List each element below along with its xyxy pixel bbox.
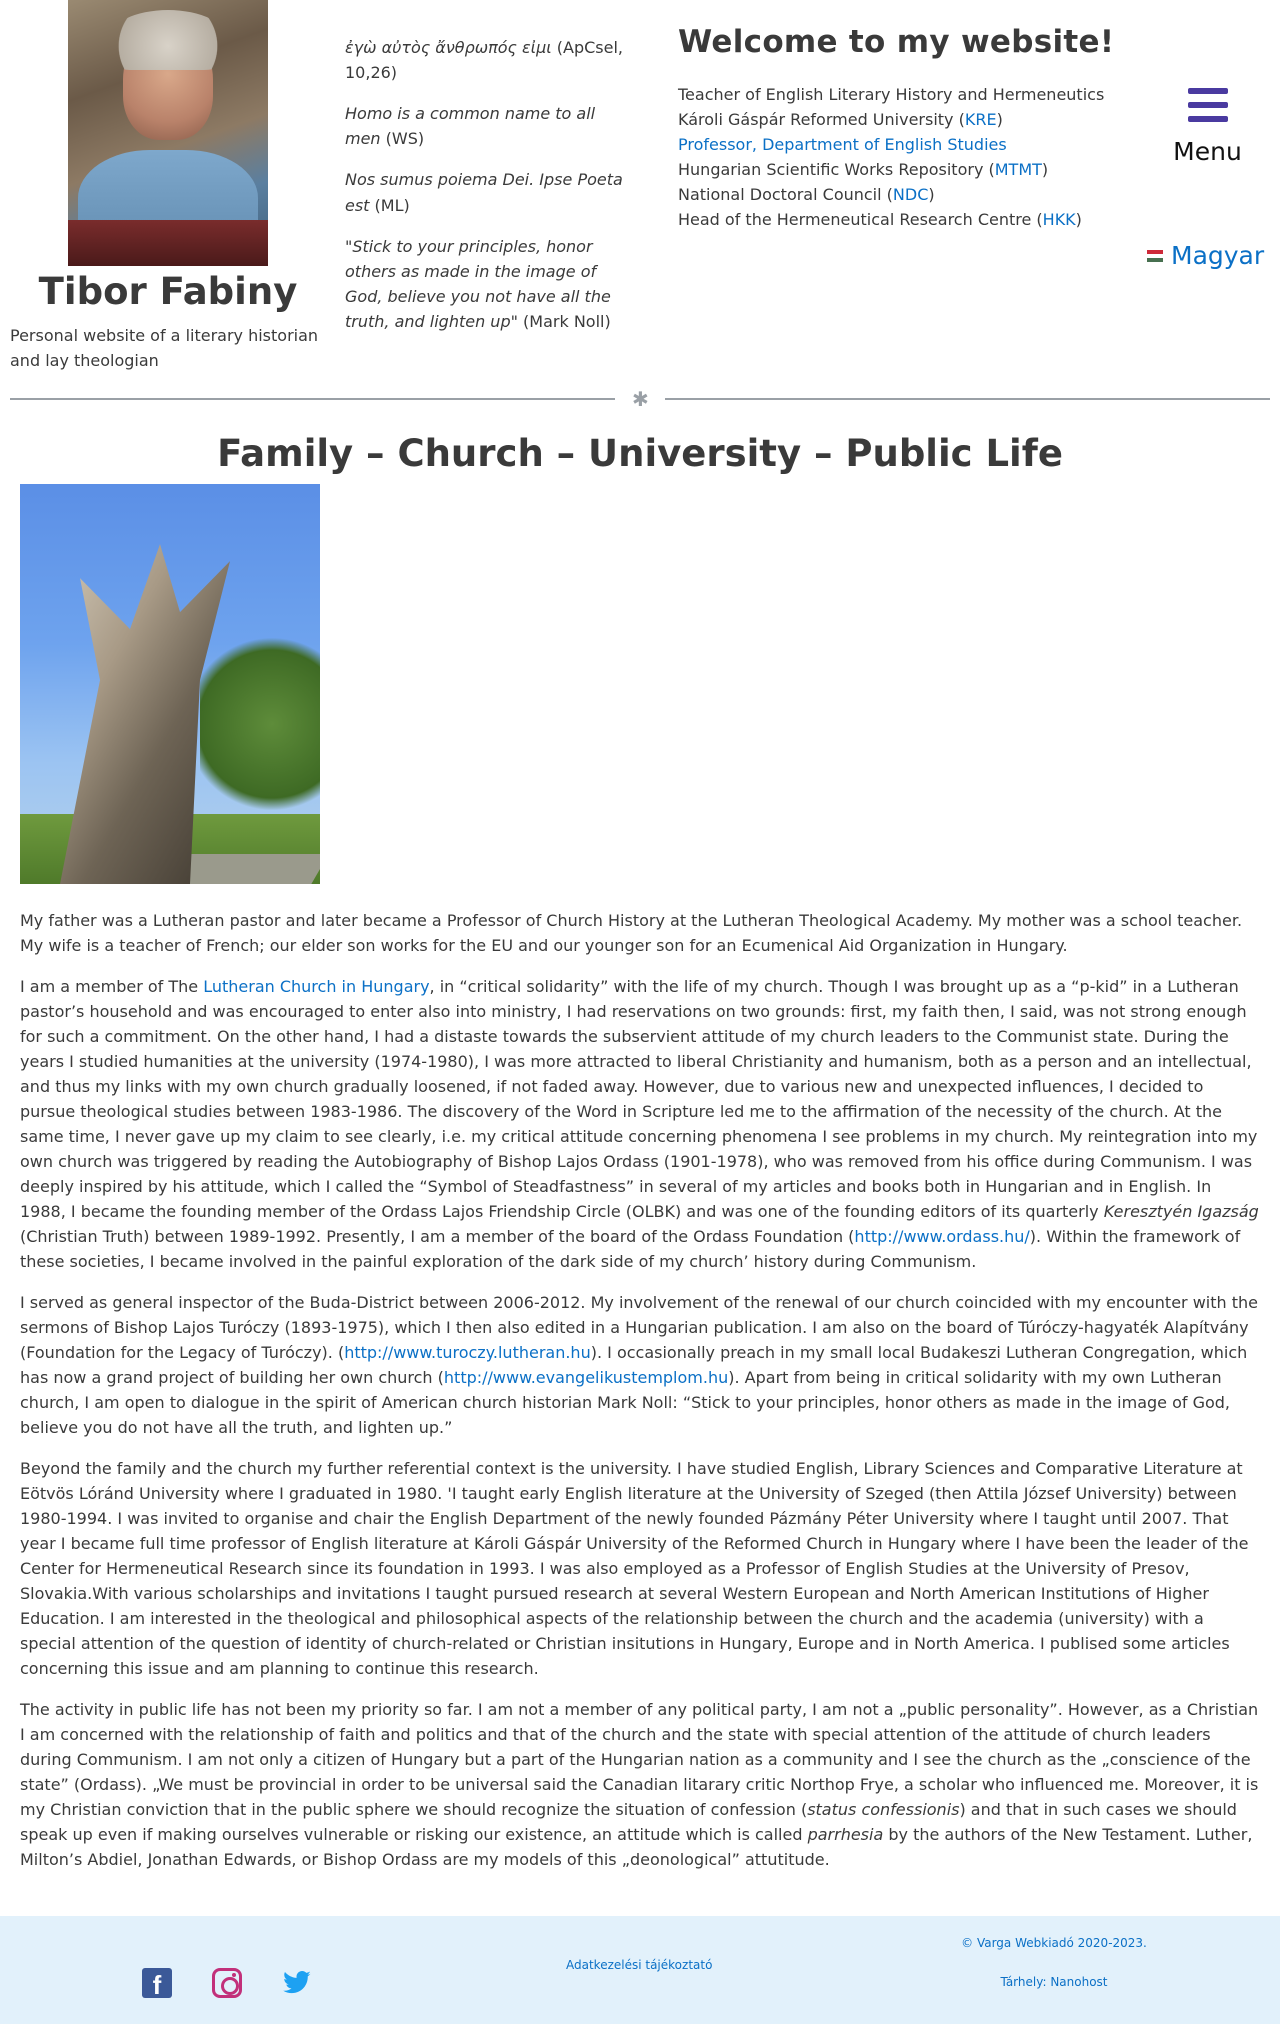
ordass-link[interactable]: http://www.ordass.hu/ <box>854 1227 1030 1247</box>
site-description: Personal website of a literary historian and lay theologian <box>10 326 319 370</box>
copyright-text: © Varga Webkiadó 2020-2023. <box>961 1936 1147 1950</box>
paragraph-church: I am a member of The Lutheran Church in Hungary, in “critical solidarity” with the life of my church. Though I was brought up as a “p-kid” in a Lutheran pastor’s household and was encouraged to enter also into ministry, I had reservations on two grounds: first, my faith then, I said, was not strong enough for such a commitment. On the other hand, I had a distaste towards the subservient attitude of my church leaders to the Communist state. During the years I studied humanities at the university (1974-1980), I was more attracted to liberal Christianity and humanism, both as a person and an intellectual, and thus my links with my own church gradually loosened, if not faded away. However, due to various new and unexpected influences, I decided to pursue theological studies between 1983-1986. The discovery of the Word in Scripture led me to the affirmation of the necessity of the church. At the same time, I never gave up my claim to see clearly, i.e. my critical attitude concerning phenomena I see problems in my church. My reintegration into my own church was triggered by reading the Autobiography of Bishop Lajos Ordass (1901-1978), who was removed from his office during Communism. I was deeply inspired by his attitude, which I called the “Symbol of Steadfastness” in several of my articles and books both in Hungarian and in English. In 1988, I became the founding member of the Ordass Lajos Friendship Circle (OLBK) and was one of the founding editors of its quarterly Keresztyén Igazság (Christian Truth) between 1989-1992. Presently, I am a member of the board of the Ordass Foundation (http://www.ordass.hu/). Within the framework of these societies, I became involved in the painful exploration of the dark side of my church’ history during Communism. <box>20 977 1259 1272</box>
hosting-link[interactable]: Tárhely: Nanohost <box>1000 1975 1108 1989</box>
paragraph-public-life: The activity in public life has not been my priority so far. I am not a member of any political party, I am not a „public personality”. However, as a Christian I am concerned with the relationship of faith and politics and that of the church and the state with special attention of the attitude of church leaders during Communism. I am not only a citizen of Hungary but a part of the Hungarian nation as a community and I see the church as the „conscience of the state” (Ordass). „We must be provincial in order to be universal said the Canadian litarary critic Northop Frye, a scholar who influenced me. Moreover, it is my Christian conviction that in the public sphere we should recognize the situation of confession (status confessionis) and that in such cases we should speak up even if making ourselves vulnerable or risking our existence, an attitude which is called parrhesia by the authors of the New Testament. Luther, Milton’s Abdiel, Jonathan Edwards, or Bishop Ordass are my models of this „deonological” attutitude. <box>20 1700 1259 1870</box>
quote-item: Nos sumus poiema Dei. Ipse Poeta est (ML) <box>345 170 623 215</box>
council-line: National Doctoral Council (NDC) <box>678 185 935 205</box>
social-links <box>142 1968 312 1998</box>
lutheran-church-link[interactable]: Lutheran Church in Hungary <box>203 977 430 997</box>
language-label[interactable]: Magyar <box>1171 241 1265 270</box>
ndc-link[interactable]: NDC <box>892 185 929 205</box>
site-header <box>0 0 1280 411</box>
menu-button[interactable] <box>1160 88 1255 171</box>
quote-item: ἐγὼ αὐτὸς ἄνθρωπός εἰμι (ApCsel, 10,26) <box>345 38 623 83</box>
twitter-icon[interactable] <box>282 1968 312 1998</box>
menu-label[interactable]: Menu <box>1173 137 1242 166</box>
main-content <box>0 430 1280 1888</box>
hungarian-flag-icon <box>1147 250 1163 262</box>
site-footer <box>0 1916 1280 2024</box>
mtmt-link[interactable]: MTMT <box>994 160 1042 180</box>
site-title[interactable]: Tibor Fabiny <box>38 270 298 313</box>
language-switch[interactable] <box>1147 236 1264 275</box>
university-line: Károli Gáspár Reformed University (KRE) <box>678 110 1003 130</box>
welcome-block <box>678 22 1138 232</box>
privacy-policy-link[interactable]: Adatkezelési tájékoztató <box>566 1958 713 1972</box>
repository-line: Hungarian Scientific Works Repository (MTMT) <box>678 160 1049 180</box>
paragraph-university: Beyond the family and the church my further referential context is the university. I have studied English, Library Sciences and Comparative Literature at Eötvös Lóránd University where I graduated in 1980. 'I taught early English literature at the University of Szeged (then Attila József University) between 1980-1994. I was invited to organise and chair the English Department of the newly founded Pázmány Péter University where I taught until 2007. That year I became full time professor of English literature at Károli Gáspár University of the Reformed Church in Hungary where I have been the leader of the Center for Hermeneutical Research since its foundation in 1993. I was also employed as a Professor of English Studies at the University of Presov, Slovakia.With various scholarships and invitations I taught pursued research at several Western European and North American Institutions of Higher Education. I am interested in the theological and philosophical aspects of the relationship between the church and the academia (university) with a special attention of the question of identity of church-related or Christian insitutions in Hungary, Europe and in North America. I publised some articles concerning this issue and am planning to continue this research. <box>20 1459 1249 1679</box>
paragraph-inspector: I served as general inspector of the Buda-District between 2006-2012. My involvement of the renewal of our church coincided with my encounter with the sermons of Bishop Lajos Turóczy (1893-1975), which I then also edited in a Hungarian publication. I am also on the board of Túróczy-hagyaték Alapítvány (Foundation for the Legacy of Turóczy). (http://www.turoczy.lutheran.hu). I occasionally preach in my small local Budakeszi Lutheran Congregation, which has now a grand project of building her own church (http://www.evangelikustemplom.hu). Apart from being in critical solidarity with my own Lutheran church, I am open to dialogue in the spirit of American church historian Mark Noll: “Stick to your principles, honor others as made in the image of God, believe you do not have all the truth, and lighten up.” <box>20 1293 1258 1438</box>
asterisk-icon: ✱ <box>632 387 649 411</box>
kre-link[interactable]: KRE <box>964 110 997 130</box>
welcome-title: Welcome to my website! <box>678 24 1115 60</box>
hkk-link[interactable]: HKK <box>1042 210 1076 230</box>
professor-line <box>678 132 1138 157</box>
quote-item: Homo is a common name to all men (WS) <box>345 104 596 149</box>
paragraph-family: My father was a Lutheran pastor and later became a Professor of Church History at the Lutheran Theological Academy. My mother was a school teacher. My wife is a teacher of French; our elder son works for the EU and our younger son for an Ecumenical Aid Organization in Hungary. <box>20 911 1243 956</box>
facebook-icon[interactable]: f <box>142 1968 172 1998</box>
hamburger-icon[interactable] <box>1188 88 1228 122</box>
role-line: Teacher of English Literary History and Hermeneutics <box>678 85 1105 105</box>
quotes-block <box>345 35 635 350</box>
author-portrait <box>68 0 268 266</box>
evangelikustemplom-link[interactable]: http://www.evangelikustemplom.hu <box>443 1368 729 1388</box>
page-title: Family – Church – University – Public Life <box>217 432 1063 475</box>
instagram-icon[interactable] <box>212 1968 242 1998</box>
section-divider <box>10 387 1270 411</box>
department-link[interactable]: Professor, Department of English Studies <box>678 135 1007 155</box>
quote-item: "Stick to your principles, honor others as made in the image of God, believe you not have all the truth, and lighten up" (Mark Noll) <box>345 236 611 331</box>
tree-photo <box>20 484 320 884</box>
turoczy-link[interactable]: http://www.turoczy.lutheran.hu <box>344 1343 591 1363</box>
research-centre-line: Head of the Hermeneutical Research Centre (HKK) <box>678 210 1082 230</box>
